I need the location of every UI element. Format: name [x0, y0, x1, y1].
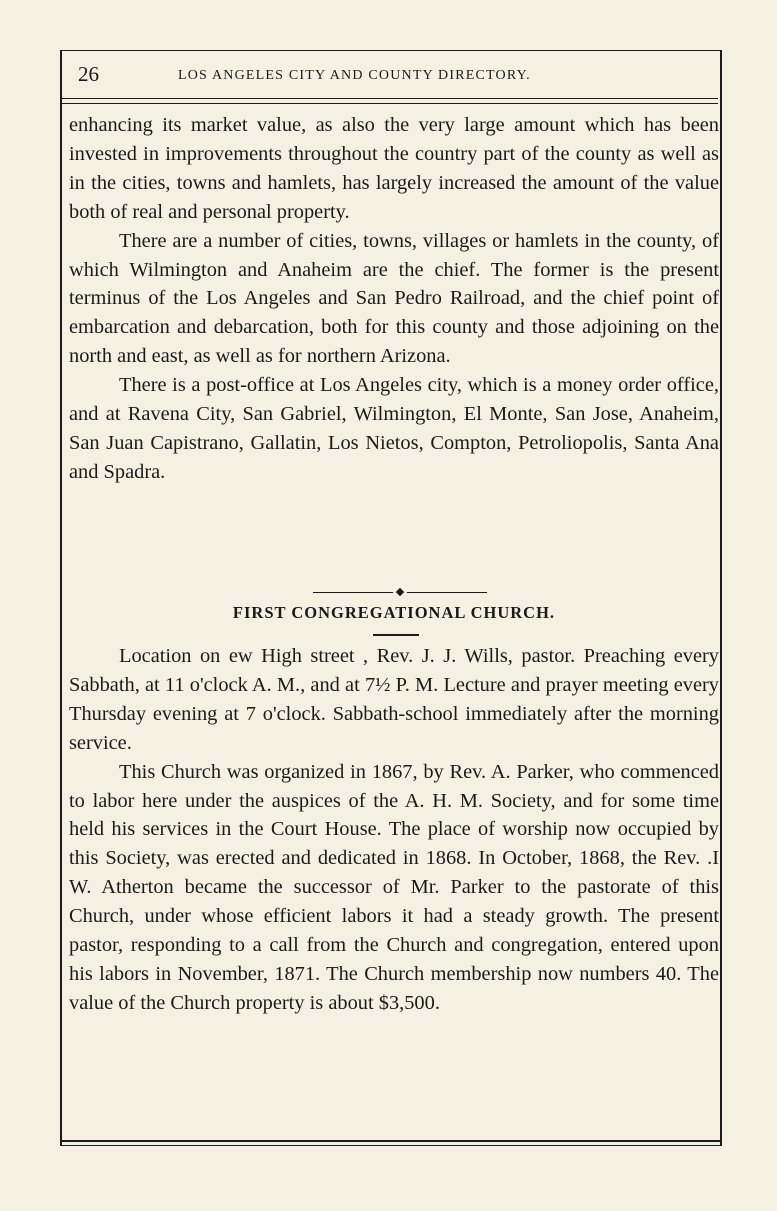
paragraph: There is a post-office at Los Angeles city, which is a money order office, and at Ravena City, San Gabriel, Wilmington, El Monte, San Jose, Anaheim, San Juan Capistrano, Gallatin, Los Nietos, Compton, Petroliopolis, Santa Ana and Spadra.: [69, 374, 719, 483]
running-head: LOS ANGELES CITY AND COUNTY DIRECTORY.: [178, 68, 531, 83]
paragraph: Location on ew High street , Rev. J. J. Wills, pastor. Preaching every Sabbath, at 11 o'clock A. M., and at 7½ P. M. Lecture and prayer meeting every Thursday evening at 7 o'clock. Sabbath-school immediately after the morning service.: [69, 645, 719, 754]
page-header: [62, 60, 720, 94]
header-rule-bottom: [62, 103, 718, 104]
paragraph: There are a number of cities, towns, villages or hamlets in the county, of which Wilmington and Anaheim are the chief. The former is the present terminus of the Los Angeles and San Pedro Railroad, and the chief point of embarcation and debarcation, both for this county and those adjoining on the north and east, as well as for northern Arizona.: [69, 229, 719, 368]
section-ornament: [313, 591, 487, 593]
page-number: 26: [78, 62, 99, 86]
section-title-rule: [373, 634, 419, 636]
ornament-line-left: [313, 592, 393, 593]
ornament-line-right: [407, 592, 487, 593]
header-rule-top: [62, 98, 718, 99]
section-title: FIRST CONGREGATIONAL CHURCH.: [232, 603, 556, 622]
paragraph: This Church was organized in 1867, by Rev. A. Parker, who commenced to labor here under the auspices of the A. H. M. Society, and for some time held his services in the Court House. The place of worship now occupied by this Society, was erected and dedicated in 1868. In October, 1868, the Rev. .I W. Atherton became the successor of Mr. Parker to the pastorate of this Church, under whose efficient labors it had a steady growth. The present pastor, responding to a call from the Church and congregation, entered upon his labors in November, 1871. The Church membership now numbers 40. The value of the Church property is about $3,500.: [69, 760, 719, 1014]
body-text-church: [69, 642, 719, 1018]
body-text-top: [69, 111, 719, 487]
paragraph: enhancing its market value, as also the very large amount which has been invested in improvements throughout the country part of the county as well as in the cities, towns and hamlets, has largely increased the amount of the value both of real and personal property.: [69, 114, 719, 223]
bottom-border-rule: [60, 1140, 722, 1142]
